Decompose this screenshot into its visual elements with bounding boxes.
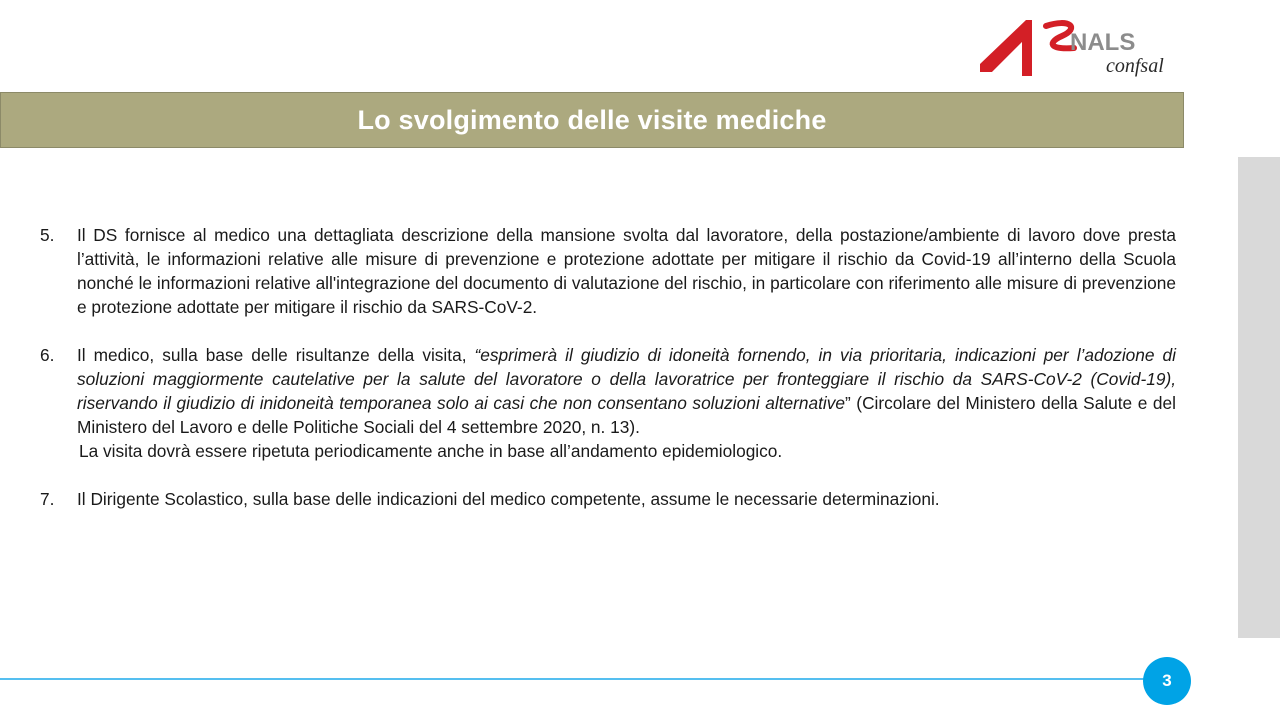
item-text-outro: ” (Circolare del Ministero della Salute e del Ministero del Lavoro e delle Politiche Sociali del 4 settembre 2020, n. 13). bbox=[77, 393, 1176, 437]
list-item-6 bbox=[40, 343, 1176, 439]
page-title: Lo svolgimento delle visite mediche bbox=[357, 104, 827, 135]
page-number-badge: 3 bbox=[1143, 657, 1191, 705]
item-number: 5. bbox=[40, 225, 55, 245]
item-text-intro: Il medico, sulla base delle risultanze della visita, bbox=[77, 345, 475, 365]
list-item-7 bbox=[40, 487, 1176, 511]
item-text bbox=[77, 343, 1176, 439]
item-text: Il DS fornisce al medico una dettagliata descrizione della mansione svolta dal lavoratore, della postazione/ambiente di lavoro dove presta l’attività, le informazioni relative alle misure di prevenzione e protezione adottate per mitigare il rischio da Covid-19 all’interno della Scuola nonché le informazioni relative all'integrazione del documento di valutazione del rischio, in particolare con riferimento alle misure di prevenzione e protezione adottate per mitigare il rischio da SARS-CoV-2. bbox=[77, 225, 1176, 317]
item-text: Il Dirigente Scolastico, sulla base delle indicazioni del medico competente, assume le necessarie determinazioni. bbox=[77, 489, 940, 509]
title-bar bbox=[0, 92, 1184, 148]
list-item-5 bbox=[40, 223, 1176, 319]
snals-logo-icon bbox=[978, 14, 1180, 80]
item-note: La visita dovrà essere ripetuta periodicamente anche in base all’andamento epidemiologico. bbox=[79, 441, 783, 461]
footer-line bbox=[0, 678, 1145, 680]
item-number: 7. bbox=[40, 489, 55, 509]
content-list bbox=[40, 223, 1176, 511]
snals-confsal-logo bbox=[978, 14, 1180, 80]
logo-text: NALS bbox=[1070, 29, 1136, 56]
item-number: 6. bbox=[40, 345, 55, 365]
item-quote: “esprimerà il giudizio di idoneità fornendo, in via prioritaria, indicazioni per l’adozione di soluzioni maggiormente cautelative per la salute del lavoratore o della lavoratrice per fronteggiare il rischio da SARS-CoV-2 (Covid-19), riservando il giudizio di inidoneità temporanea solo ai casi che non consentano soluzioni alternative bbox=[77, 345, 1176, 413]
side-panel bbox=[1238, 157, 1280, 638]
logo-subtext: confsal bbox=[1106, 55, 1164, 77]
